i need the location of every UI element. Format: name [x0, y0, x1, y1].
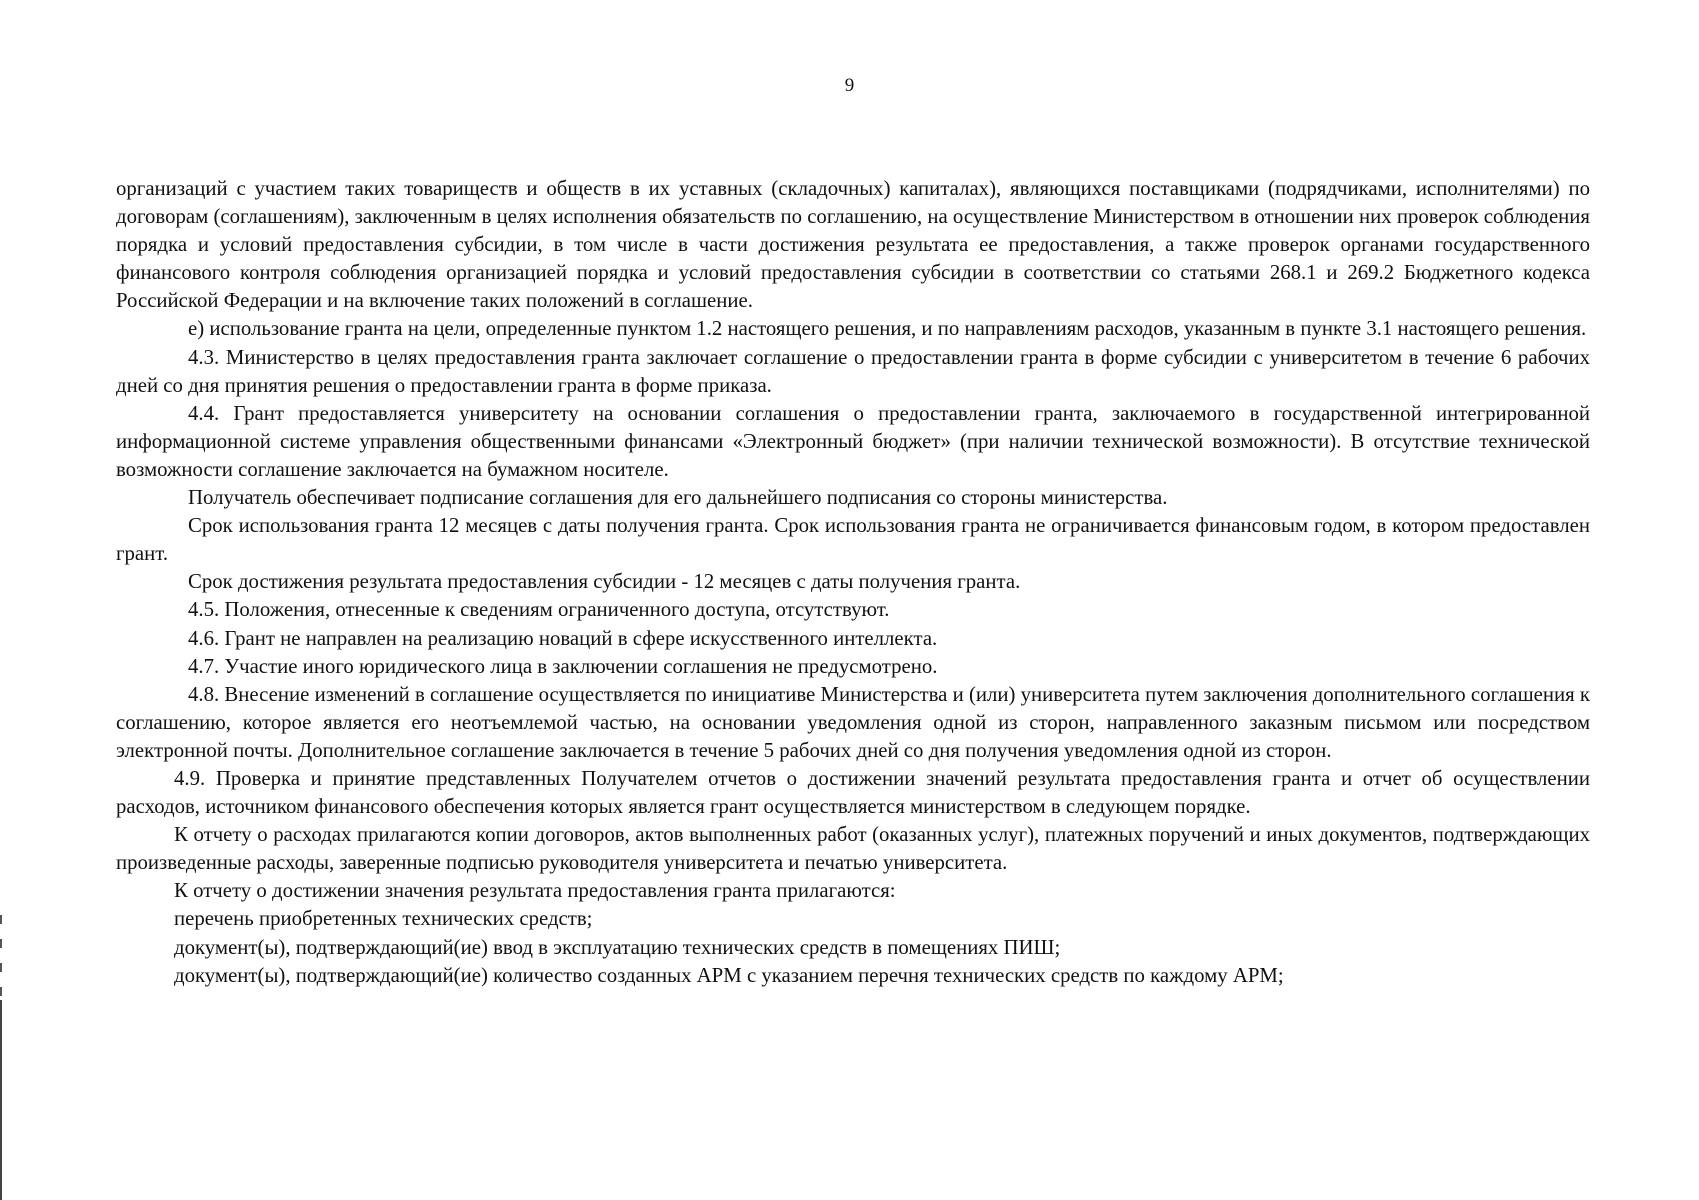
paragraph-4-6: 4.6. Грант не направлен на реализацию новаций в сфере искусственного интеллекта.: [188, 626, 938, 650]
list-item-workstation-docs: документ(ы), подтверждающий(ие) количество созданных АРМ с указанием перечня технических средств по каждому АРМ;: [174, 963, 1284, 987]
paragraph-recipient-signing: Получатель обеспечивает подписание соглашения для его дальнейшего подписания со стороны министерства.: [188, 486, 1168, 510]
paragraph-4-4: 4.4. Грант предоставляется университету на основании соглашения о предоставлении гранта, заключаемого в государственной интегрированной информационной системе управления общественными финансами «Электронный бюджет» (при наличии технической возможности). В отсутствие технической возможности соглашение заключается на бумажном носителе.: [116, 401, 1590, 481]
scan-edge-line: [0, 1000, 2, 1200]
paragraph-4-7: 4.7. Участие иного юридического лица в заключении соглашения не предусмотрено.: [188, 654, 938, 678]
paragraph-4-9: 4.9. Проверка и принятие представленных Получателем отчетов о достижении значений результата предоставления гранта и отчет об осуществлении расходов, источником финансового обеспечения которых является грант осуществляется министерством в следующем порядке.: [116, 766, 1590, 819]
paragraph-expense-report-attachments: К отчету о расходах прилагаются копии договоров, актов выполненных работ (оказанных услуг), платежных поручений и иных документов, подтверждающих произведенные расходы, заверенные подписью руководителя университета и печатью университета.: [116, 823, 1590, 875]
document-body: [116, 175, 1590, 990]
page-number: 9: [844, 75, 855, 96]
paragraph-result-term: Срок достижения результата предоставления субсидии - 12 месяцев с даты получения гранта.: [188, 570, 1021, 594]
paragraph-result-report-attachments: К отчету о достижении значения результата предоставления гранта прилагаются:: [174, 879, 896, 903]
paragraph-4-5: 4.5. Положения, отнесенные к сведениям ограниченного доступа, отсутствуют.: [188, 598, 890, 622]
paragraph-4-3: 4.3. Министерство в целях предоставления гранта заключает соглашение о предоставлении гранта в форме субсидии с университетом в течение 6 рабочих дней со дня принятия решения о предоставлении гранта в форме приказа.: [116, 345, 1590, 397]
list-item-equipment-list: перечень приобретенных технических средств;: [174, 907, 593, 931]
list-item-commissioning-docs: документ(ы), подтверждающий(ие) ввод в эксплуатацию технических средств в помещениях ПИШ;: [174, 935, 1061, 959]
paragraph-4-8: 4.8. Внесение изменений в соглашение осуществляется по инициативе Министерства и (или) университета путем заключения дополнительного соглашения к соглашению, которое является его неотъемлемой частью, на основании уведомления одной из сторон, направленного заказным письмом или посредством электронной почты. Дополнительное соглашение заключается в течение 5 рабочих дней со дня получения уведомления одной из сторон.: [116, 682, 1590, 762]
paragraph-item-e: е) использование гранта на цели, определенные пунктом 1.2 настоящего решения, и по направлениям расходов, указанным в пункте 3.1 настоящего решения.: [188, 317, 1587, 341]
paragraph-grant-usage-term: Срок использования гранта 12 месяцев с даты получения гранта. Срок использования гранта не ограничивается финансовым годом, в котором предоставлен грант.: [116, 514, 1590, 566]
paragraph-continuation: организаций с участием таких товариществ и обществ в их уставных (складочных) капиталах), являющихся поставщиками (подрядчиками, исполнителями) по договорам (соглашениям), заключенным в целях исполнения обязательств по соглашению, на осуществление Министерством в отношении них проверок соблюдения порядка и условий предоставления субсидии, в том числе в части достижения результата ее предоставления, а также проверок органами государственного финансового контроля соблюдения организацией порядка и условий предоставления субсидии в соответствии со статьями 268.1 и 269.2 Бюджетного кодекса Российской Федерации и на включение таких положений в соглашение.: [116, 177, 1590, 313]
